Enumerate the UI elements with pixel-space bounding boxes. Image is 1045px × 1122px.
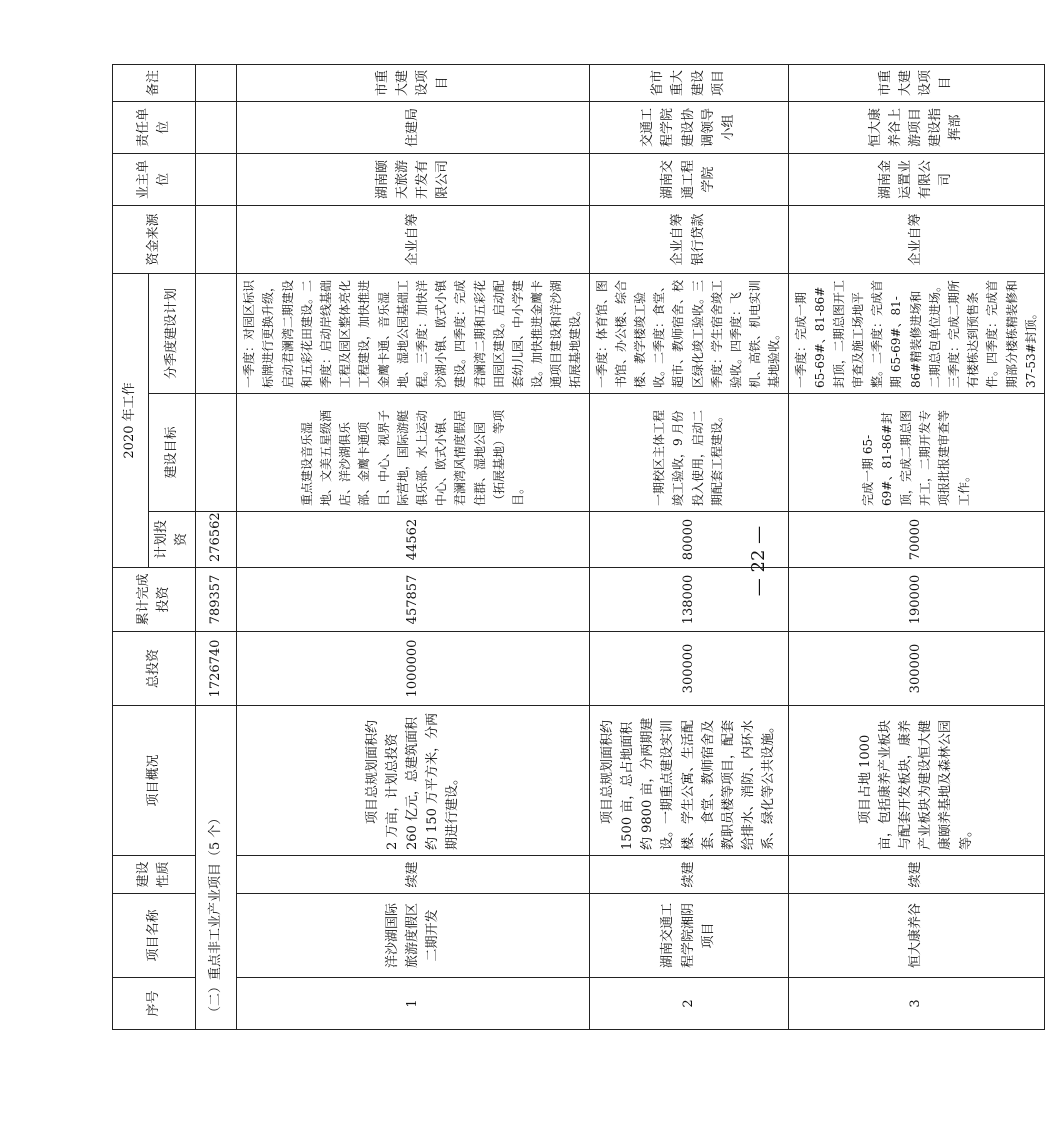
row-target: 重点建设音乐湿地、文美五星级酒店、洋沙湖俱乐部、金鹰卡通项目、中心、视界子际营地，国际游艇俱乐部、水上运动中心、欧式小镇、君澜湾风情度假居住群、湿地公园（拓展基地）等项目。: [237, 394, 589, 512]
row-owner: 湖南金运置业有限公司: [788, 153, 1044, 205]
row-quarterly-plan: 一季度：体育馆、图书馆、办公楼、综合楼、教学楼竣工验收。二季度：食堂、超市、教师宿舍、校区绿化竣工验收。三季度：学生宿舍竣工验收。四季度：飞机、高铁、机电实训基地验收。: [589, 273, 788, 393]
row-responsible: 恒大康养谷上游项目建设指挥部: [788, 101, 1044, 153]
row-overview: 项目总规划面积约 1500 亩，总占地面积约 9800 亩，分两期建设。一期重点建设实训楼、学生公寓、生活配套、食堂、教师宿舍及教职员楼等项目，配套给排水、消防、内环水系、绿化等公共设施。: [589, 706, 788, 856]
header-responsible: 责任单位: [113, 101, 196, 153]
row-remark: 市重大建设项目: [788, 64, 1044, 101]
row-fund-source: 企业自筹: [788, 205, 1044, 273]
header-remark: 备注: [113, 64, 196, 101]
row-plan-invest: 80000: [589, 512, 788, 568]
section-empty-target: [196, 394, 237, 512]
header-total-invest: 总投资: [113, 632, 196, 706]
row-remark: 省市重大建设项目: [589, 64, 788, 101]
row-plan-invest: 70000: [788, 512, 1044, 568]
header-plan-invest: 计划投资: [149, 512, 196, 568]
row-owner: 湖南交通工程学院: [589, 153, 788, 205]
row-nature: 续建: [788, 856, 1044, 894]
header-overview: 项目概况: [113, 706, 196, 856]
row-nature: 续建: [237, 856, 589, 894]
row-fund-source: 企业自筹: [237, 205, 589, 273]
header-nature: 建设性质: [113, 856, 196, 894]
header-target: 建设目标: [149, 394, 196, 512]
row-total-invest: 300000: [788, 632, 1044, 706]
row-nature: 续建: [589, 856, 788, 894]
header-owner: 业主单位: [113, 153, 196, 205]
row-cum-invest: 138000: [589, 568, 788, 632]
section-plan-invest: 276562: [196, 512, 237, 568]
section-empty-plan: [196, 273, 237, 393]
row-total-invest: 300000: [589, 632, 788, 706]
page-number: — 22 —: [748, 525, 769, 597]
row-overview: 项目总规划面积约 2 万亩，计划总投资 260 亿元，总建筑面积约 150 万平方米，分两期进行建设。: [237, 706, 589, 856]
row-cum-invest: 457857: [237, 568, 589, 632]
row-responsible: 住建局: [237, 101, 589, 153]
row-remark: 市重大建设项目: [237, 64, 589, 101]
row-name: 恒大康养谷: [788, 894, 1044, 978]
header-cum-invest: 累计完成投资: [113, 568, 196, 632]
row-quarterly-plan: 一季度：对园区标识标牌进行更换升级，启动君澜湾二期建设和五彩花田建设。二季度：启动岸线基础工程及园区整体亮化工程建设，加快推进金鹰卡通、音乐湿地、湿地公园基础工程。三季度：加快洋沙湖小镇、欧式小镇建设。四季度：完成君澜湾二期和五彩花田园区建设。启动配套幼儿园、中小学建设。加快推进金鹰卡通项目建设和洋沙湖拓展基地建设。: [237, 273, 589, 393]
row-quarterly-plan: 一季度：完成一期 65-69#、81-86#封顶，二期总图开工审查及施工场地平整。二季度：完成首期 65-69#、81-86#精装修进场和二期总包单位进场。三季度：完成二期所有楼栋达到预售条件。四季度：完成首期部分楼栋精装修和 37-53#封顶。: [788, 273, 1044, 393]
row-seq: 3: [788, 978, 1044, 1030]
table-row: [788, 64, 1044, 1029]
row-total-invest: 1000000: [237, 632, 589, 706]
project-table: [112, 64, 1045, 1030]
header-work-2020: 2020 年工作: [113, 273, 149, 567]
row-responsible: 交通工程学院建设协调领导小组: [589, 101, 788, 153]
header-quarterly-plan: 分季度建设计划: [149, 273, 196, 393]
row-name: 洋沙湖国际旅游度假区二期开发: [237, 894, 589, 978]
header-name: 项目名称: [113, 894, 196, 978]
row-target: 一期校区主体工程竣工验收，9 月份投入使用，启动二期配套工程建设。: [589, 394, 788, 512]
row-name: 湖南交通工程学院湘阴项目: [589, 894, 788, 978]
header-seq: 序号: [113, 978, 196, 1030]
table-row: [237, 64, 589, 1029]
section-empty-responsible: [196, 101, 237, 153]
section-cum-invest: 789357: [196, 568, 237, 632]
row-overview: 项目占地 1000 亩，包括康养产业板块与配套开发板块，康养产业板块为建设恒大健康颐养基地及森林公园等。: [788, 706, 1044, 856]
section-title: （二）重点非工业产业项目（5 个）: [196, 706, 237, 1030]
section-total-invest: 1726740: [196, 632, 237, 706]
row-cum-invest: 190000: [788, 568, 1044, 632]
header-fund-source: 资金来源: [113, 205, 196, 273]
row-target: 完成一期 65-69#、81-86#封顶，完成二期总图开工，二期开发专项报批报建审查等工作。: [788, 394, 1044, 512]
row-seq: 1: [237, 978, 589, 1030]
row-seq: 2: [589, 978, 788, 1030]
section-empty-remark: [196, 64, 237, 101]
section-empty-fund: [196, 205, 237, 273]
section-row: [196, 64, 237, 1029]
section-empty-owner: [196, 153, 237, 205]
row-fund-source: 企业自筹 银行贷款: [589, 205, 788, 273]
row-plan-invest: 44562: [237, 512, 589, 568]
row-owner: 湖南颐天旅游开发有限公司: [237, 153, 589, 205]
